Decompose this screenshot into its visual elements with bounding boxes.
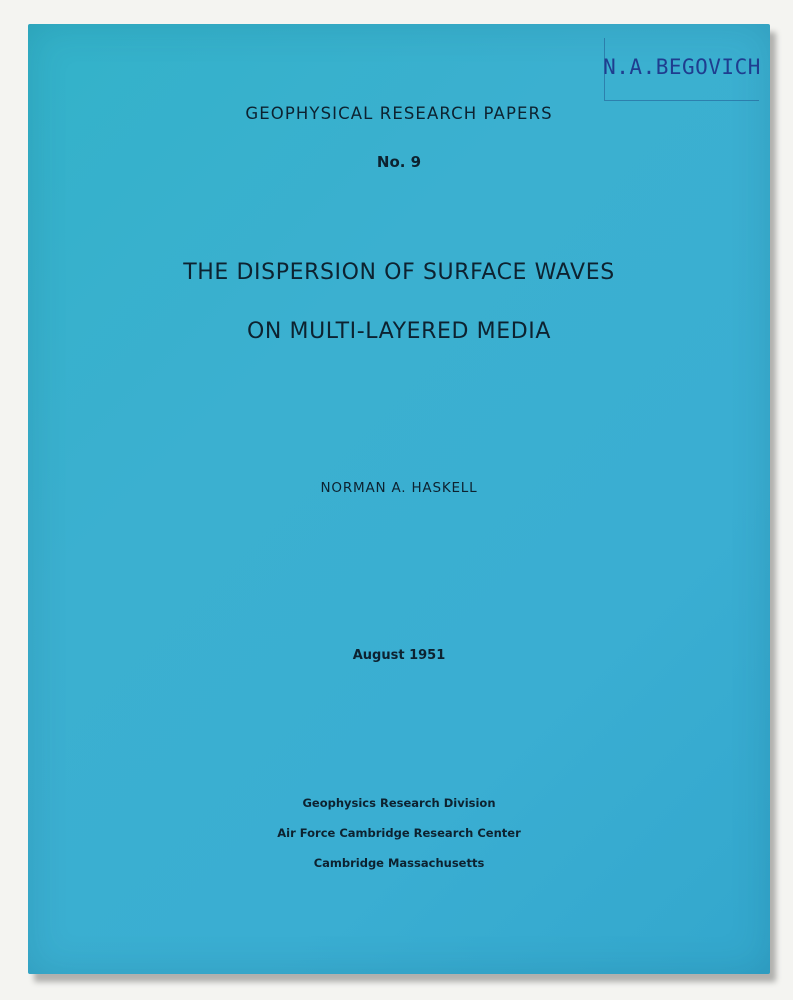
report-cover [28,24,770,974]
publication-date: August 1951 [352,648,446,663]
title-line-2: ON MULTI-LAYERED MEDIA [246,319,552,344]
organization-center: Air Force Cambridge Research Center [277,826,521,840]
issue-number: No. 9 [376,153,422,171]
owner-stamp [604,38,759,101]
title-line-1: THE DISPERSION OF SURFACE WAVES [183,260,615,285]
author-name: NORMAN A. HASKELL [320,480,478,496]
stamp-text: N.A.BEGOVICH [603,55,761,79]
organization-location: Cambridge Massachusetts [313,856,485,870]
organization-division: Geophysics Research Division [302,796,496,810]
series-title: GEOPHYSICAL RESEARCH PAPERS [245,104,553,123]
